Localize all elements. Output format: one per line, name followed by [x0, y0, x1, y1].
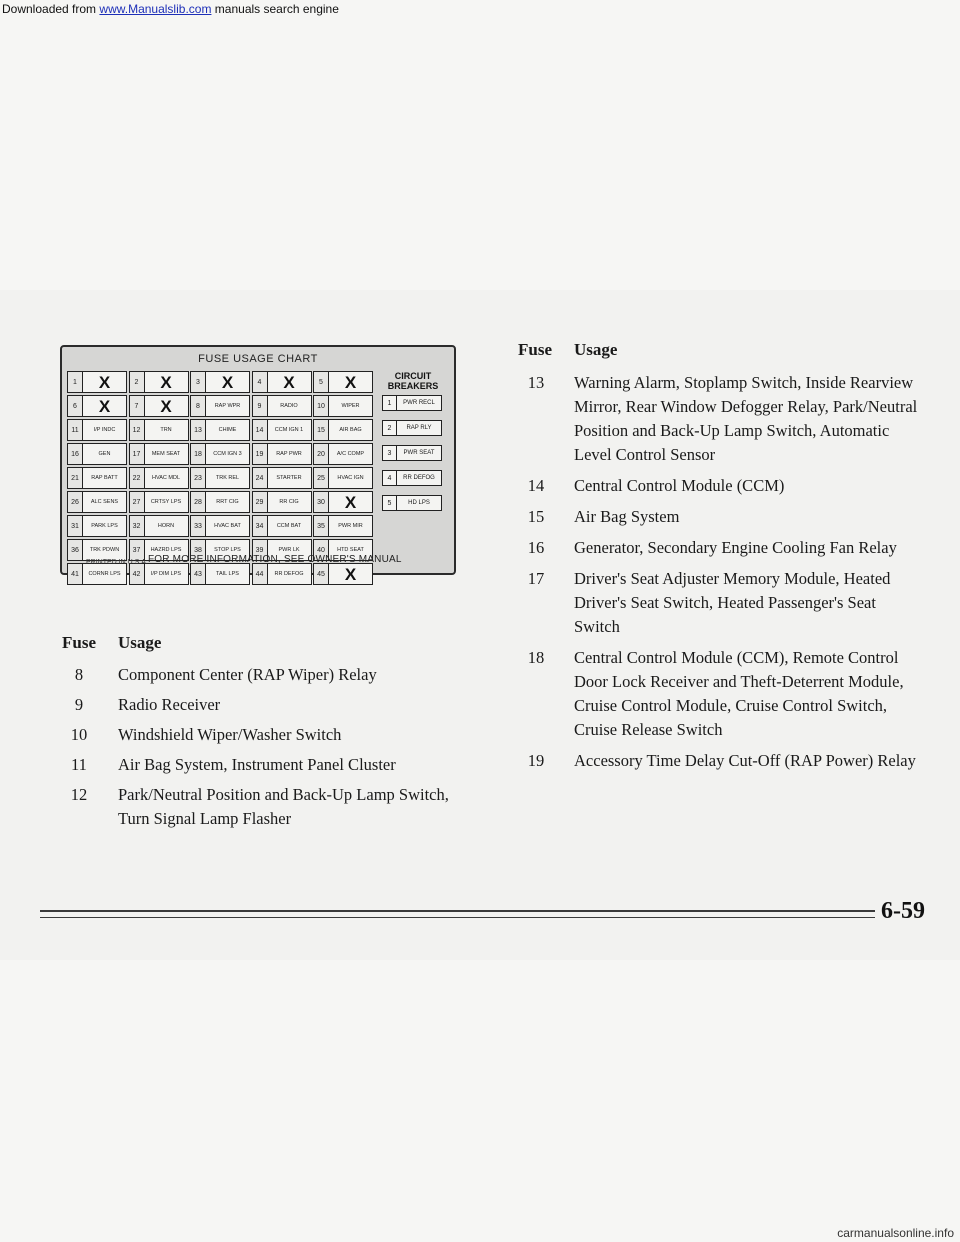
fuse-cell-number: 5 — [314, 372, 329, 392]
fuse-table-left — [62, 633, 462, 831]
fuse-cell — [190, 419, 250, 441]
fuse-cell-number: 33 — [191, 516, 206, 536]
fuse-row — [518, 474, 918, 498]
manualslib-link[interactable]: www.Manualslib.com — [99, 2, 212, 16]
fuse-usage: Park/Neutral Position and Back-Up Lamp Switch, Turn Signal Lamp Flasher — [118, 785, 449, 828]
col-fuse-header: Fuse — [62, 633, 96, 652]
fuse-cell — [67, 395, 127, 417]
fuse-cell-label: RR CIG — [279, 499, 299, 505]
fuse-cell-number: 28 — [191, 492, 206, 512]
fuse-cell-number: 11 — [68, 420, 83, 440]
fuse-cell-number: 37 — [130, 540, 145, 560]
fuse-cell-label: CORNR LPS — [88, 571, 121, 577]
fuse-cell-label: RRT CIG — [216, 499, 239, 505]
fuse-cell-number: 25 — [314, 468, 329, 488]
fuse-number: 14 — [527, 476, 545, 495]
fuse-row — [518, 567, 918, 639]
fuse-cell-number: 45 — [314, 564, 329, 584]
fuse-cell-label: RAP PWR — [276, 451, 302, 457]
fuse-cell — [67, 443, 127, 465]
fuse-cell-label: AIR BAG — [339, 427, 362, 433]
fuse-cell-label: X — [344, 373, 357, 391]
fuse-cell — [252, 419, 312, 441]
fuse-usage: Central Control Module (CCM), Remote Control Door Lock Receiver and Theft-Deterrent Module, Cruise Control Module, Cruise Control Switch, Cruise Release Switch — [574, 648, 904, 739]
fuse-number: 8 — [74, 665, 84, 684]
fuse-cell — [190, 443, 250, 465]
fuse-cell-number: 3 — [191, 372, 206, 392]
fuse-usage: Central Control Module (CCM) — [574, 476, 785, 495]
breaker-box — [382, 495, 442, 511]
fuse-cell-number: 18 — [191, 444, 206, 464]
fuse-cell-label: X — [98, 373, 111, 391]
download-banner — [0, 0, 960, 20]
fuse-cell-label: RAP WPR — [214, 403, 241, 409]
fuse-cell-label: X — [160, 397, 172, 415]
fuse-cell — [67, 419, 127, 441]
col-usage-header: Usage — [118, 633, 162, 652]
fuse-cell-label: PWR MIR — [338, 523, 363, 529]
fuse-cell-number: 29 — [253, 492, 268, 512]
footer-rule — [40, 910, 875, 918]
fuse-cell-label: RR DEFOG — [274, 571, 304, 577]
fuse-cell-number: 6 — [68, 396, 83, 416]
fuse-cell-label: STOP LPS — [214, 547, 241, 553]
fuse-cell-label: GEN — [98, 451, 111, 457]
fuse-cell — [190, 371, 250, 393]
fuse-number: 15 — [527, 507, 545, 526]
fuse-number: 11 — [71, 755, 87, 774]
fuse-cell-number: 17 — [130, 444, 145, 464]
fuse-cell-number: 43 — [191, 564, 206, 584]
fuse-cell — [129, 491, 189, 513]
more-info-label: FOR MORE INFORMATION, SEE OWNER'S MANUAL — [148, 554, 402, 565]
fuse-row — [62, 693, 462, 717]
fuse-cell-number: 14 — [253, 420, 268, 440]
fuse-cell-label: CCM BAT — [276, 523, 302, 529]
breaker-number: 1 — [383, 396, 397, 410]
fuse-cell-label: TRK PDWN — [89, 547, 120, 553]
fuse-cell — [313, 491, 373, 513]
fuse-cell-number: 24 — [253, 468, 268, 488]
fuse-cell-number: 4 — [253, 372, 268, 392]
fuse-cell-label: HAZRD LPS — [150, 547, 182, 553]
fuse-cell — [67, 491, 127, 513]
fuse-cell-number: 36 — [68, 540, 83, 560]
table-header — [62, 633, 462, 657]
fuse-cell — [313, 467, 373, 489]
fuse-cell-label: HVAC BAT — [214, 523, 241, 529]
fuse-cell-label: CCM IGN 3 — [213, 451, 242, 457]
breaker-label: PWR RECL — [403, 400, 435, 406]
breaker-label: HD LPS — [408, 500, 430, 506]
fuse-row — [62, 723, 462, 747]
fuse-cell-number: 38 — [191, 540, 206, 560]
fuse-cell-label: STARTER — [276, 475, 302, 481]
fuse-row — [62, 753, 462, 777]
fuse-cell-number: 12 — [130, 420, 145, 440]
breaker-box — [382, 420, 442, 436]
fuse-cell-number: 31 — [68, 516, 83, 536]
fuse-cell-number: 35 — [314, 516, 329, 536]
fuse-cell — [67, 371, 127, 393]
fuse-cell-label: X — [98, 397, 111, 415]
fuse-cell-label: ALC SENS — [90, 499, 119, 505]
fuse-cell-label: WIPER — [341, 403, 360, 409]
fuse-usage: Radio Receiver — [118, 695, 221, 714]
fuse-cell-number: 41 — [68, 564, 83, 584]
breakers-title: CIRCUIT BREAKERS — [387, 371, 439, 391]
fuse-row — [518, 536, 918, 560]
fuse-number: 10 — [70, 725, 88, 744]
col-fuse-header: Fuse — [518, 340, 552, 359]
fuse-cell — [252, 515, 312, 537]
fuse-cell-number: 7 — [130, 396, 145, 416]
breaker-number: 3 — [383, 446, 397, 460]
fuse-usage: Air Bag System — [574, 507, 680, 526]
fuse-cell-label: HORN — [157, 523, 175, 529]
fuse-cell-label: CCM IGN 1 — [274, 427, 304, 433]
fuse-cell — [190, 395, 250, 417]
fuse-number: 18 — [527, 648, 545, 667]
fuse-cell-number: 32 — [130, 516, 145, 536]
page-number: 6-59 — [881, 898, 925, 924]
fuse-cell — [190, 467, 250, 489]
fuse-cell-number: 2 — [130, 372, 145, 392]
fuse-usage: Accessory Time Delay Cut-Off (RAP Power) Relay — [574, 751, 916, 770]
fuse-cell-label: A/C COMP — [336, 451, 365, 457]
fuse-cell-label: RADIO — [280, 403, 298, 409]
fuse-cell-label: CHIME — [218, 427, 237, 433]
breaker-box — [382, 470, 442, 486]
fuse-cell — [129, 371, 189, 393]
fuse-row — [518, 371, 918, 467]
fuse-cell-number: 13 — [191, 420, 206, 440]
fuse-cell-number: 21 — [68, 468, 83, 488]
fuse-cell — [313, 419, 373, 441]
fuse-cell-label: I/P INDC — [93, 427, 116, 433]
fuse-cell-label: X — [221, 373, 234, 391]
fuse-cell — [313, 371, 373, 393]
fuse-cell — [252, 395, 312, 417]
fuse-usage: Air Bag System, Instrument Panel Cluster — [118, 755, 396, 774]
fuse-usage: Driver's Seat Adjuster Memory Module, Heated Driver's Seat Switch, Heated Passenger's Seat Switch — [574, 569, 891, 636]
fuse-usage: Warning Alarm, Stoplamp Switch, Inside Rearview Mirror, Rear Window Defogger Relay, Park/Neutral Position and Back-Up Lamp Switch, Automatic Level Control Sensor — [574, 373, 918, 464]
fuse-usage-chart — [60, 345, 456, 583]
fuse-cell-number: 42 — [130, 564, 145, 584]
fuse-cell — [67, 467, 127, 489]
fuse-number: 17 — [527, 569, 545, 588]
breaker-box — [382, 445, 442, 461]
fuse-cell — [313, 443, 373, 465]
printed-in-label: PRINTED IN U.S.A. — [86, 559, 148, 566]
breaker-number: 2 — [383, 421, 397, 435]
fuse-cell — [252, 467, 312, 489]
fuse-row — [62, 663, 462, 687]
fuse-number: 9 — [74, 695, 84, 714]
fuse-cell-label: X — [344, 565, 357, 583]
fuse-cell — [129, 395, 189, 417]
fuse-cell-label: PARK LPS — [91, 523, 118, 529]
breaker-label: RR DEFOG — [403, 475, 435, 481]
fuse-cell-label: TRN — [160, 427, 172, 433]
fuse-cell-number: 40 — [314, 540, 329, 560]
fuse-cell — [252, 443, 312, 465]
fuse-cell — [129, 467, 189, 489]
fuse-cell-label: CRTSY LPS — [150, 499, 182, 505]
fuse-cell-number: 1 — [68, 372, 83, 392]
fuse-table-right — [518, 340, 918, 773]
fuse-cell-label: X — [344, 493, 357, 511]
fuse-number: 13 — [527, 373, 545, 392]
fuse-usage: Windshield Wiper/Washer Switch — [118, 725, 342, 744]
breaker-label: PWR SEAT — [403, 450, 435, 456]
fuse-cell — [129, 419, 189, 441]
fuse-cell — [252, 371, 312, 393]
fuse-cell — [190, 491, 250, 513]
chart-title: FUSE USAGE CHART — [198, 353, 318, 365]
fuse-row — [62, 783, 462, 831]
fuse-row — [518, 749, 918, 773]
breaker-number: 4 — [383, 471, 397, 485]
breaker-label: RAP RLY — [406, 425, 432, 431]
fuse-cell — [129, 443, 189, 465]
watermark-footer: carmanualsonline.info — [837, 1226, 954, 1240]
fuse-cell-number: 15 — [314, 420, 329, 440]
fuse-number: 16 — [527, 538, 545, 557]
fuse-cell-number: 27 — [130, 492, 145, 512]
fuse-cell-number: 30 — [314, 492, 329, 512]
fuse-cell-number: 22 — [130, 468, 145, 488]
banner-prefix: Downloaded from — [2, 2, 97, 16]
fuse-cell — [252, 491, 312, 513]
fuse-cell-label: X — [160, 373, 172, 391]
fuse-cell-number: 9 — [253, 396, 268, 416]
fuse-cell — [313, 395, 373, 417]
fuse-cell-label: RAP BATT — [91, 475, 118, 481]
fuse-usage: Component Center (RAP Wiper) Relay — [118, 665, 377, 684]
fuse-cell-label: HVAC MDL — [151, 475, 180, 481]
fuse-row — [518, 646, 918, 742]
fuse-cell-number: 44 — [253, 564, 268, 584]
fuse-cell-label: PWR LK — [278, 547, 300, 553]
fuse-cell-number: 39 — [253, 540, 268, 560]
fuse-cell-number: 19 — [253, 444, 268, 464]
fuse-cell — [190, 515, 250, 537]
fuse-cell — [129, 515, 189, 537]
fuse-cell-label: X — [283, 373, 295, 391]
table-header — [518, 340, 918, 364]
fuse-cell — [313, 515, 373, 537]
fuse-cell-number: 10 — [314, 396, 329, 416]
fuse-cell-number: 16 — [68, 444, 83, 464]
circuit-breakers — [376, 371, 450, 551]
fuse-cell-label: TRK REL — [215, 475, 240, 481]
fuse-cell-label: I/P DIM LPS — [150, 571, 182, 577]
fuse-cell-number: 20 — [314, 444, 329, 464]
fuse-cell-label: MEM SEAT — [151, 451, 181, 457]
fuse-usage: Generator, Secondary Engine Cooling Fan Relay — [574, 538, 897, 557]
fuse-cell-number: 8 — [191, 396, 206, 416]
col-usage-header: Usage — [574, 340, 618, 359]
fuse-cell-number: 34 — [253, 516, 268, 536]
fuse-number: 19 — [527, 751, 545, 770]
fuse-row — [518, 505, 918, 529]
fuse-cell-number: 23 — [191, 468, 206, 488]
chart-footer — [62, 553, 454, 571]
fuse-cell — [67, 515, 127, 537]
fuse-cell-label: TAIL LPS — [216, 571, 239, 577]
fuse-cell-label: HVAC IGN — [337, 475, 364, 481]
fuse-number: 12 — [70, 785, 88, 804]
breaker-number: 5 — [383, 496, 397, 510]
banner-suffix: manuals search engine — [214, 2, 339, 16]
fuse-cell-number: 26 — [68, 492, 83, 512]
breaker-box — [382, 395, 442, 411]
fuse-cell-label: HTD SEAT — [337, 547, 364, 553]
